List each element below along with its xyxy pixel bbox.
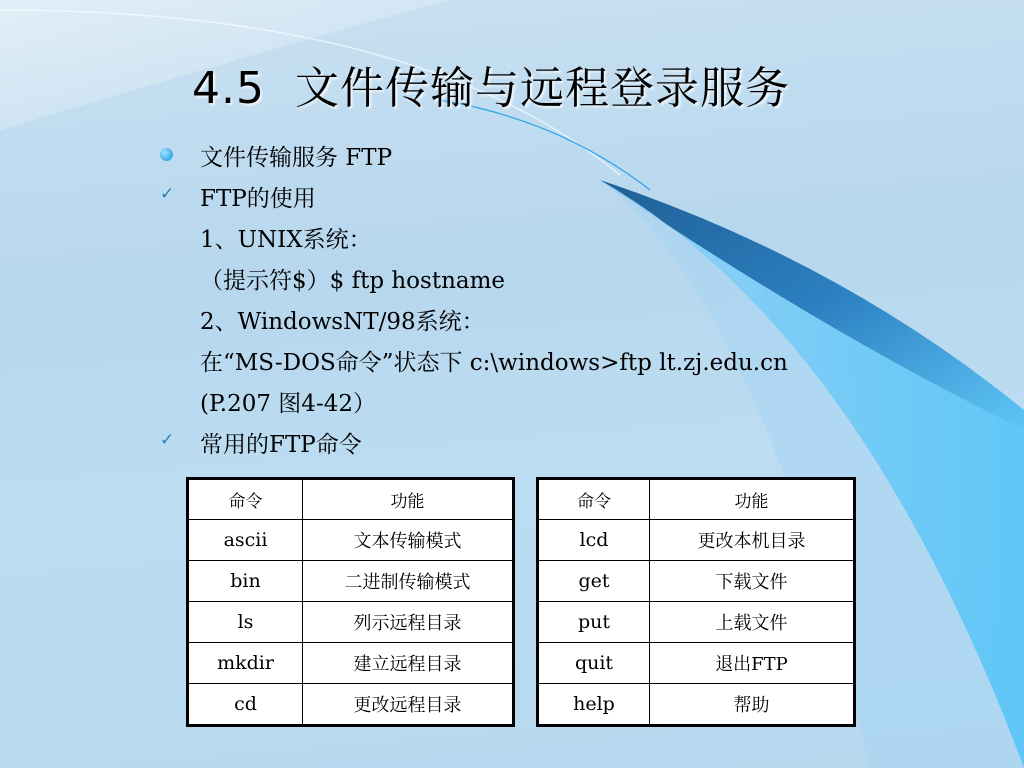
command-cell: bin xyxy=(188,561,303,602)
round-bullet-icon xyxy=(160,148,173,161)
table-header-row xyxy=(188,479,514,520)
command-cell: help xyxy=(538,684,650,726)
function-cell: 退出FTP xyxy=(650,643,855,684)
table-header-row xyxy=(538,479,855,520)
table-header-cell: 命令 xyxy=(538,479,650,520)
line-reference: (P.207 图4-42） xyxy=(200,391,376,417)
line-windows: 2、WindowsNT/98系统： xyxy=(200,309,485,335)
page-title xyxy=(192,52,790,116)
command-cell: mkdir xyxy=(188,643,303,684)
table-row xyxy=(538,643,855,684)
line-ftp-usage: FTP的使用 xyxy=(200,186,316,212)
function-cell: 下载文件 xyxy=(650,561,855,602)
command-cell: quit xyxy=(538,643,650,684)
table-row xyxy=(188,643,514,684)
table-row xyxy=(538,520,855,561)
table-row xyxy=(188,602,514,643)
function-cell: 更改远程目录 xyxy=(303,684,514,726)
table-row xyxy=(188,561,514,602)
line-ftp-service: 文件传输服务 FTP xyxy=(200,145,393,171)
table-header-cell: 功能 xyxy=(303,479,514,520)
command-cell: put xyxy=(538,602,650,643)
command-table-left xyxy=(186,477,515,727)
command-cell: ls xyxy=(188,602,303,643)
function-cell: 二进制传输模式 xyxy=(303,561,514,602)
function-cell: 文本传输模式 xyxy=(303,520,514,561)
title-text: 文件传输与远程登录服务 xyxy=(294,63,790,114)
command-cell: lcd xyxy=(538,520,650,561)
command-cell: cd xyxy=(188,684,303,726)
table-header-cell: 命令 xyxy=(188,479,303,520)
table-row xyxy=(538,684,855,726)
table-row xyxy=(188,520,514,561)
checkmark-icon: ✓ xyxy=(160,184,175,204)
line-common-commands: 常用的FTP命令 xyxy=(200,432,362,458)
line-dos-command: 在“MS-DOS命令”状态下 c:\windows>ftp lt.zj.edu.cn xyxy=(200,350,788,376)
title-number: 4.5 xyxy=(192,63,265,114)
line-unix: 1、UNIX系统： xyxy=(200,227,372,253)
table-row xyxy=(188,684,514,726)
command-cell: ascii xyxy=(188,520,303,561)
table-header-cell: 功能 xyxy=(650,479,855,520)
command-table-right xyxy=(536,477,856,727)
function-cell: 上载文件 xyxy=(650,602,855,643)
function-cell: 更改本机目录 xyxy=(650,520,855,561)
command-cell: get xyxy=(538,561,650,602)
function-cell: 列示远程目录 xyxy=(303,602,514,643)
function-cell: 帮助 xyxy=(650,684,855,726)
table-row xyxy=(538,602,855,643)
table-row xyxy=(538,561,855,602)
function-cell: 建立远程目录 xyxy=(303,643,514,684)
line-unix-command: （提示符$）$ ftp hostname xyxy=(200,268,506,294)
checkmark-icon: ✓ xyxy=(160,430,175,450)
